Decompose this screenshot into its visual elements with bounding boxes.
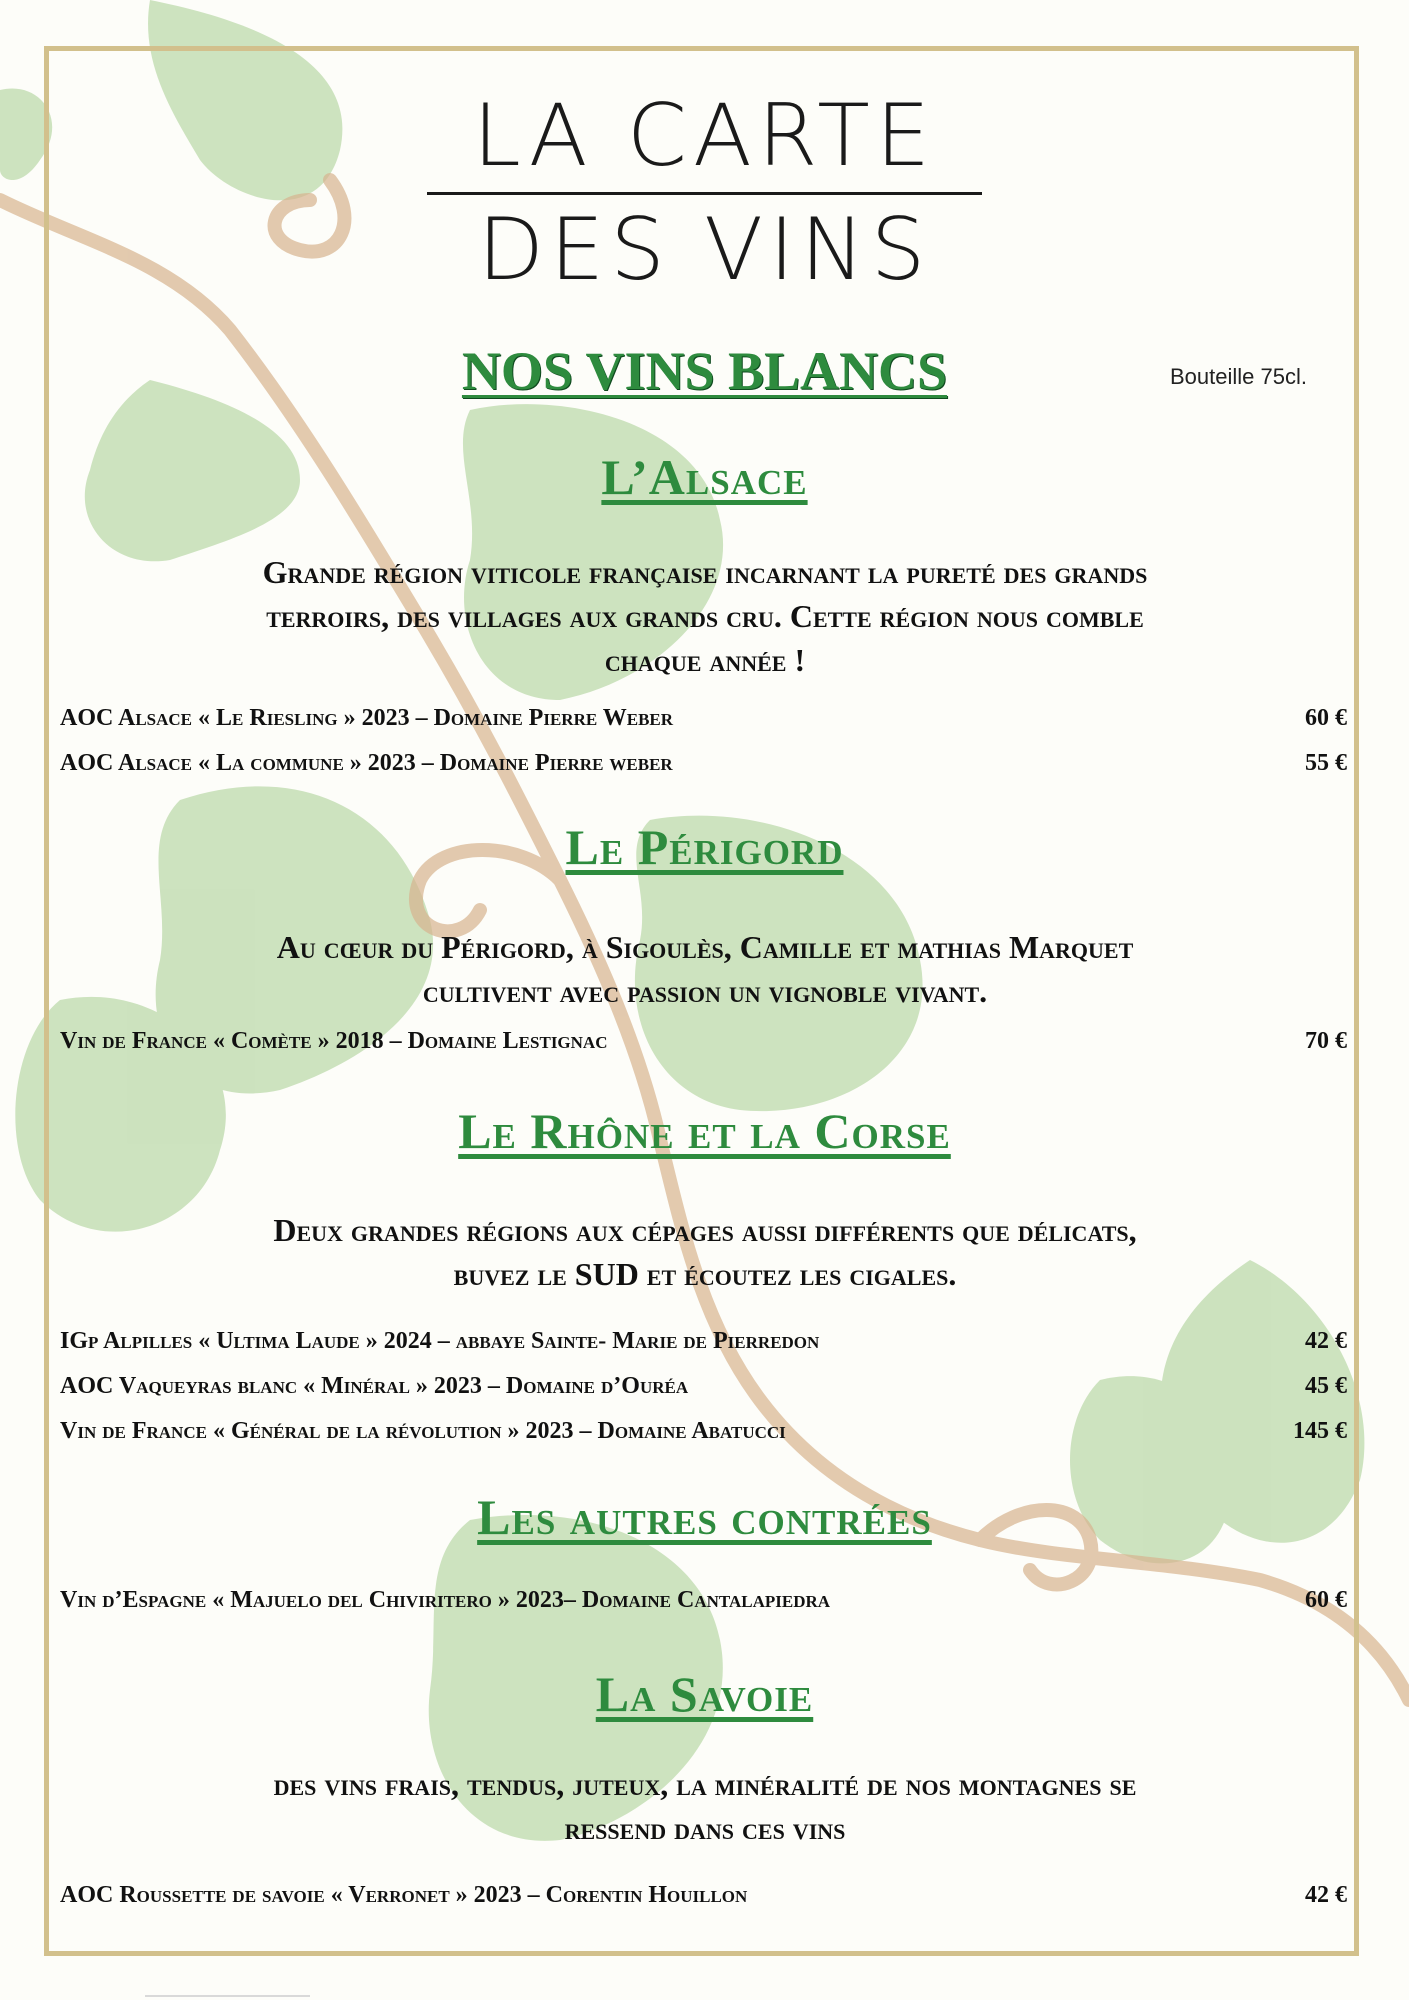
- section-description-alsace: [70, 550, 1340, 682]
- description-line: Deux grandes régions aux cépages aussi différents que délicats,: [273, 1212, 1137, 1248]
- title-divider: [427, 192, 982, 195]
- description-line: cultivent avec passion un vignoble vivant.: [422, 973, 988, 1009]
- section-description-rhone-corse: [70, 1208, 1340, 1296]
- page-title-line-1: LA CARTE: [472, 86, 937, 186]
- wine-price: 60 €: [1305, 1587, 1347, 1613]
- section-description-savoie: [70, 1762, 1340, 1850]
- wine-price: 60 €: [1305, 705, 1347, 731]
- bottle-size-note: Bouteille 75cl.: [1170, 364, 1307, 389]
- section-title-autres-contrees: Les autres contrées: [477, 1489, 932, 1545]
- wine-price: 42 €: [1305, 1328, 1347, 1354]
- section-title-alsace: L’Alsace: [601, 449, 808, 505]
- wine-name: Vin de France « Général de la révolution » 2023 – Domaine Abatucci: [60, 1418, 786, 1444]
- wine-price: 70 €: [1305, 1028, 1347, 1054]
- description-line: Au cœur du Périgord, à Sigoulès, Camille et mathias Marquet: [276, 929, 1134, 965]
- wine-price: 42 €: [1305, 1882, 1347, 1908]
- section-title-rhone-corse: Le Rhône et la Corse: [458, 1103, 951, 1159]
- page-title-line-2: DES VINS: [477, 200, 932, 300]
- wine-item: [60, 750, 1347, 777]
- main-heading: NOS VINS BLANCS: [461, 341, 948, 401]
- description-line: buvez le SUD et écoutez les cigales.: [453, 1256, 957, 1292]
- description-line: Grande région viticole française incarnant la pureté des grands: [262, 554, 1148, 590]
- wine-price: 45 €: [1305, 1373, 1347, 1399]
- description-line: ressend dans ces vins: [564, 1810, 846, 1846]
- wine-name: AOC Roussette de savoie « Verronet » 2023 – Corentin Houillon: [60, 1882, 748, 1908]
- wine-item: [60, 1882, 1347, 1909]
- wine-name: IGp Alpilles « Ultima Laude » 2024 – abbaye Sainte- Marie de Pierredon: [60, 1328, 820, 1354]
- wine-name: AOC Alsace « La commune » 2023 – Domaine Pierre weber: [60, 750, 673, 776]
- description-line: des vins frais, tendus, juteux, la minéralité de nos montagnes se: [273, 1766, 1137, 1802]
- description-line: terroirs, des villages aux grands cru. Cette région nous comble: [266, 598, 1144, 634]
- wine-item: [60, 1587, 1347, 1614]
- wine-item: [60, 1418, 1347, 1445]
- wine-name: Vin d’Espagne « Majuelo del Chiviritero » 2023– Domaine Cantalapiedra: [60, 1587, 831, 1613]
- wine-item: [60, 1373, 1347, 1400]
- description-line: chaque année !: [604, 642, 806, 678]
- wine-price: 145 €: [1293, 1418, 1347, 1444]
- wine-item: [60, 705, 1347, 732]
- section-description-perigord: [70, 925, 1340, 1013]
- wine-name: AOC Vaqueyras blanc « Minéral » 2023 – Domaine d’Ouréa: [60, 1373, 689, 1399]
- wine-price: 55 €: [1305, 750, 1347, 776]
- section-title-perigord: Le Périgord: [565, 819, 844, 875]
- section-title-savoie: La Savoie: [595, 1666, 814, 1722]
- wine-item: [60, 1328, 1347, 1355]
- wine-name: Vin de France « Comète » 2018 – Domaine Lestignac: [60, 1028, 608, 1054]
- wine-name: AOC Alsace « Le Riesling » 2023 – Domaine Pierre Weber: [60, 705, 674, 731]
- wine-item: [60, 1028, 1347, 1055]
